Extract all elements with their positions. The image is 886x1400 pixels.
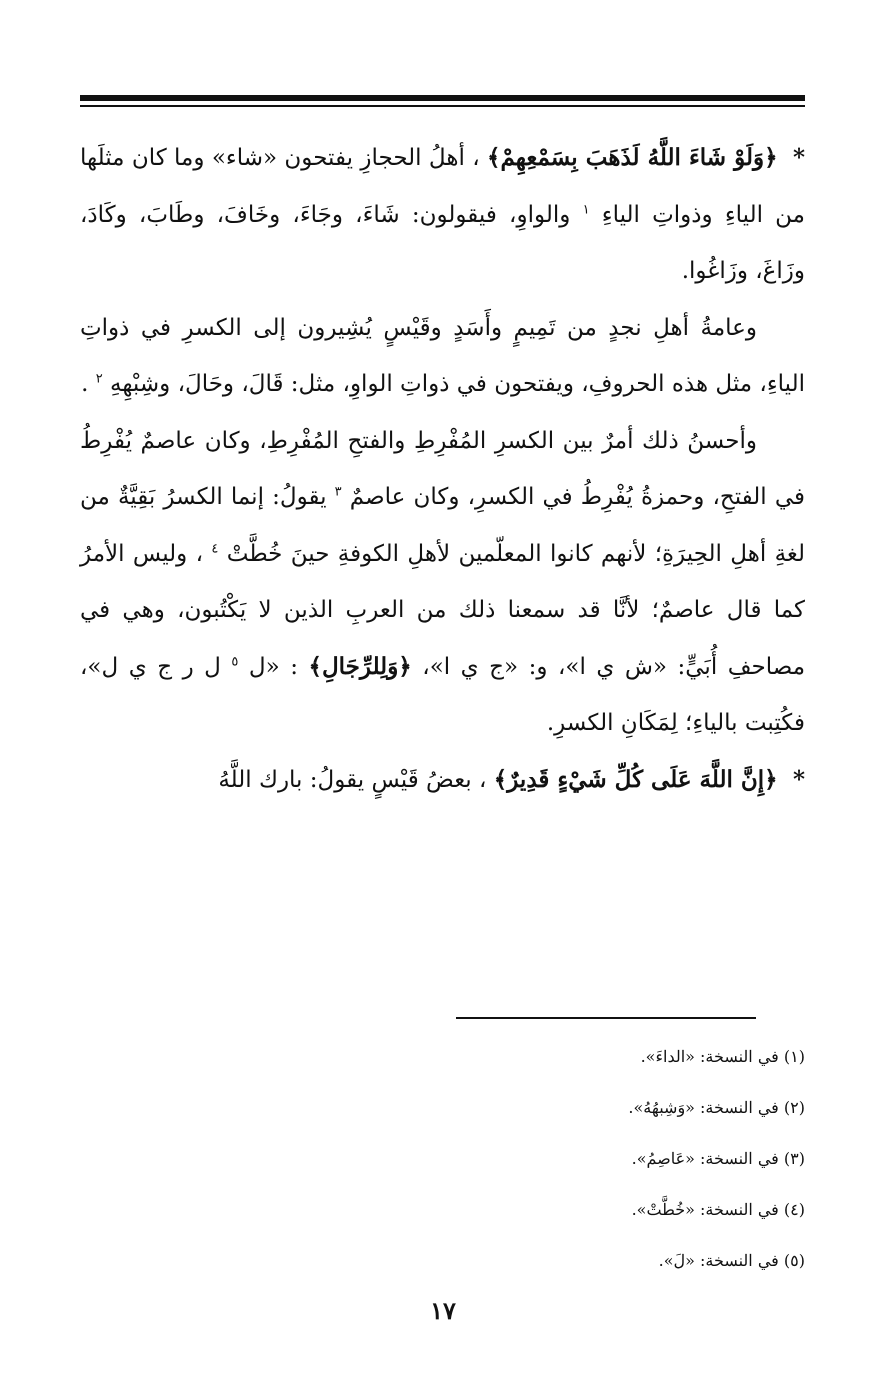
paragraph-text: ل ر ج ي ل»، فكُتِبت بالياءِ؛ لِمَكَانِ الكسرِ.	[80, 653, 805, 736]
footnote-ref: ١	[582, 201, 590, 217]
paragraph-4	[80, 752, 805, 809]
paragraph-text: وأحسنُ ذلك أمرٌ بين الكسرِ المُفْرِطِ والفتحِ المُفْرِطِ، وكان عاصمٌ يُفْرِطُ في الفتحِ، وحمزةُ يُفْرِطُ في الكسرِ، وكان عاصمٌ	[80, 427, 806, 510]
footnote: (٣) في النسخة: «عَاصِمُ».	[631, 1149, 805, 1168]
footnote-separator	[456, 1017, 756, 1019]
footnote-ref: ٣	[334, 484, 342, 500]
page-number: ١٧	[430, 1296, 456, 1325]
footnote-ref: ٢	[95, 371, 103, 387]
paragraph-text: يقولُ: إنما الكسرُ بَقِيَّةٌ من لغةِ أهلِ الحِيرَةِ؛ لأنهم كانوا المعلّمين لأهلِ الكوفةِ حينَ خُطَّتْ	[80, 484, 806, 567]
star-marker: *	[792, 765, 805, 793]
footnote: (١) في النسخة: «الداءَ».	[640, 1047, 805, 1066]
header-rule-thin	[80, 105, 805, 107]
footnote: (٤) في النسخة: «خُطَّتْ».	[631, 1200, 805, 1219]
quran-verse: ﴿وَلِلرِّجَالِ﴾	[308, 652, 412, 680]
paragraph-text: ، بعضُ قَيْسٍ يقولُ: بارك اللَّهُ	[218, 766, 487, 793]
header-rule-thick	[80, 95, 805, 101]
paragraph-text: ، أهلُ الحجازِ يفتحون «شاء» وما كان مثلَها من الياءِ وذواتِ الياءِ	[80, 145, 805, 228]
footnotes	[80, 1043, 805, 1298]
paragraph-1	[80, 130, 805, 300]
paragraph-text: والواوِ، فيقولون: شَاءَ، وجَاءَ، وخَافَ، وطَابَ، وكَادَ، وزَاغَ، وزَاغُوا.	[80, 201, 805, 284]
footnote-ref: ٤	[211, 540, 219, 556]
main-text	[80, 130, 805, 808]
quran-verse: ﴿وَلَوْ شَاءَ اللَّهُ لَذَهَبَ بِسَمْعِهِمْ﴾	[487, 144, 778, 171]
footnote: (٥) في النسخة: «لَ».	[658, 1251, 805, 1270]
paragraph-text: ، وليس الأمرُ كما قال عاصمٌ؛ لأنَّا قد سمعنا ذلك من العربِ الذين لا يَكْتُبون، وهي في مصاحفِ أُبَيٍّ: «ش ي ا»، و: «ج ي ا»،	[80, 540, 806, 680]
footnote-ref: ٥	[231, 653, 239, 669]
paragraph-text: : «ل	[248, 653, 298, 680]
quran-verse: ﴿إِنَّ اللَّهَ عَلَى كُلِّ شَيْءٍ قَدِيرٌ﴾	[493, 765, 778, 793]
footnote: (٢) في النسخة: «وَشِبهُهُ».	[628, 1098, 805, 1117]
paragraph-text: وعامةُ أهلِ نجدٍ من تَمِيمٍ وأَسَدٍ وقَيْسٍ يُشِيرون إلى الكسرِ في ذواتِ الياءِ، مثل هذه الحروفِ، ويفتحون في ذواتِ الواوِ، مثل: قَالَ، وحَالَ، وشِبْهِهِ	[80, 314, 805, 397]
paragraph-text: .	[81, 371, 89, 397]
paragraph-3	[80, 413, 805, 752]
star-marker: *	[792, 144, 805, 171]
paragraph-2	[80, 300, 805, 413]
